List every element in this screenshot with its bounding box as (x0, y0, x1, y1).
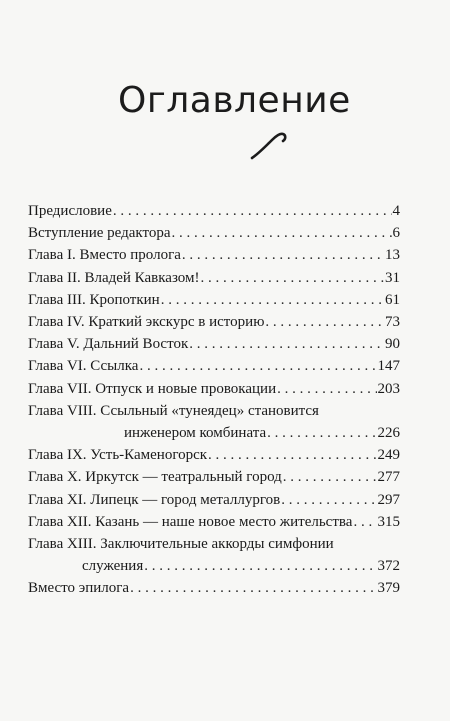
toc-entry-page: 4 (392, 203, 400, 219)
toc-entry-multiline[interactable] (28, 533, 400, 577)
heading-block (100, 78, 350, 158)
toc-entry-title-line: инженером комбината (124, 425, 267, 442)
toc-entry[interactable] (28, 200, 400, 222)
toc-entry-title: Глава VI. Ссылка (28, 358, 139, 375)
toc-entry-title: Вступление редактора (28, 225, 171, 242)
dot-leader (113, 200, 392, 222)
toc-entry-continuation (28, 422, 400, 444)
dot-leader (201, 267, 385, 289)
toc-entry[interactable] (28, 489, 400, 511)
toc-entry[interactable] (28, 311, 400, 333)
toc-entry-page: 73 (385, 314, 400, 331)
dot-leader (283, 466, 377, 488)
dot-leader (281, 489, 376, 511)
toc-entry[interactable] (28, 444, 400, 466)
toc-entry-title: Вместо эпилога (28, 580, 130, 597)
toc-entry[interactable] (28, 355, 400, 377)
toc-entry-page: 203 (377, 380, 400, 397)
toc-entry-title: Предисловие (28, 203, 112, 219)
toc-entry-title: Глава VII. Отпуск и новые провокации (28, 380, 277, 397)
dot-leader (161, 289, 384, 311)
dot-leader (182, 244, 384, 266)
toc-entry-title: Глава III. Кропоткин (28, 291, 160, 308)
toc-entry[interactable] (28, 289, 400, 311)
toc-entry-page: 226 (377, 425, 400, 442)
toc-entry-title: Глава V. Дальний Восток (28, 336, 189, 353)
toc-entry-page: 315 (377, 513, 400, 530)
dot-leader (172, 222, 392, 244)
page-title: Оглавление (118, 80, 351, 121)
toc-entry[interactable] (28, 511, 400, 533)
dot-leader (277, 378, 376, 400)
dot-leader (267, 422, 376, 444)
toc-entry-page: 277 (377, 469, 400, 486)
toc-entry-title: Глава IV. Краткий экскурс в историю (28, 314, 265, 331)
toc-entry[interactable] (28, 577, 400, 599)
toc-entry-title: Глава X. Иркутск — театральный город (28, 469, 282, 486)
toc-entry-page: 61 (385, 291, 400, 308)
dot-leader (353, 511, 376, 533)
toc-entry[interactable] (28, 466, 400, 488)
toc-entry-multiline[interactable] (28, 400, 400, 444)
toc-entry-title-line: Глава XIII. Заключительные аккорды симфонии (28, 536, 334, 553)
dot-leader (208, 444, 376, 466)
table-of-contents (28, 200, 400, 600)
toc-entry-title: Глава II. Владей Кавказом! (28, 269, 200, 286)
toc-entry-title-line: Глава VIII. Ссыльный «тунеядец» становится (28, 402, 319, 419)
toc-entry[interactable] (28, 267, 400, 289)
toc-entry-page: 372 (377, 558, 400, 575)
toc-entry-page: 13 (385, 247, 400, 264)
toc-entry-title-line: служения (82, 558, 144, 575)
toc-entry[interactable] (28, 333, 400, 355)
toc-entry-page: 31 (385, 269, 400, 286)
cane-ornament-icon (250, 128, 290, 162)
dot-leader (139, 355, 376, 377)
toc-entry-continuation (28, 555, 400, 577)
dot-leader (144, 555, 376, 577)
toc-entry-title: Глава I. Вместо пролога (28, 247, 181, 264)
toc-entry-page: 249 (377, 447, 400, 464)
toc-entry-page: 147 (377, 358, 400, 375)
dot-leader (265, 311, 384, 333)
toc-entry-page: 6 (392, 225, 400, 242)
toc-entry-page: 379 (377, 580, 400, 597)
dot-leader (189, 333, 384, 355)
dot-leader (130, 577, 376, 599)
toc-entry-page: 297 (377, 491, 400, 508)
toc-entry[interactable] (28, 378, 400, 400)
toc-entry[interactable] (28, 244, 400, 266)
toc-entry-page: 90 (385, 336, 400, 353)
toc-entry-title: Глава XI. Липецк — город металлургов (28, 491, 281, 508)
toc-entry[interactable] (28, 222, 400, 244)
toc-entry-title: Глава IX. Усть-Каменогорск (28, 447, 208, 464)
toc-entry-title: Глава XII. Казань — наше новое место жительства (28, 513, 353, 530)
